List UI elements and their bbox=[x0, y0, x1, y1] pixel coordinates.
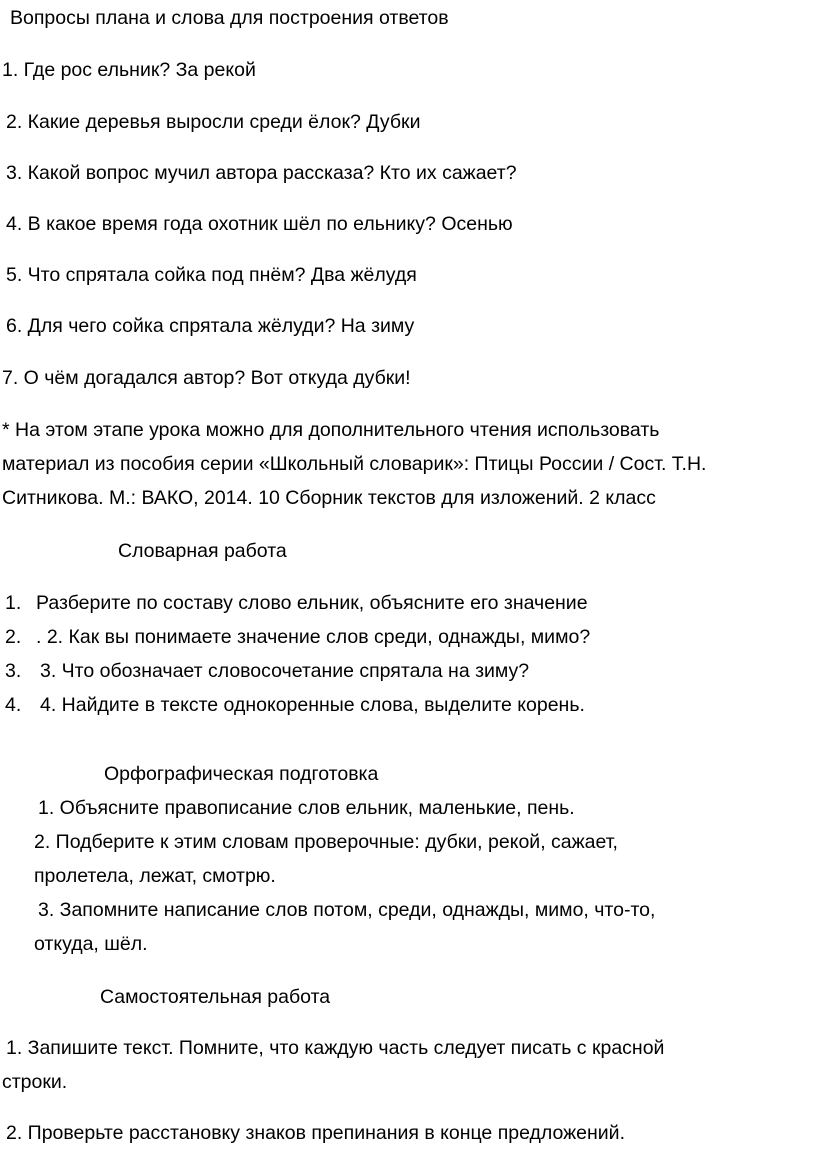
question-4: 4. В какое время года охотник шёл по ельнику? Осенью bbox=[6, 213, 513, 235]
question-3: 3. Какой вопрос мучил автора рассказа? Кто их сажает? bbox=[6, 162, 517, 184]
vocab-item-3: 3. Что обозначает словосочетание спрятала на зиму? bbox=[40, 660, 530, 682]
vocab-item-2: . 2. Как вы понимаете значение слов среди, однажды, мимо? bbox=[36, 626, 591, 648]
independent-line-3: 2. Проверьте расстановку знаков препинания в конце предложений. bbox=[6, 1122, 625, 1144]
vocab-item-number: 1. bbox=[5, 592, 22, 614]
spelling-line-2: 2. Подберите к этим словам проверочные: дубки, рекой, сажает, bbox=[34, 831, 618, 853]
spelling-line-3: пролетела, лежат, смотрю. bbox=[34, 865, 276, 887]
question-6: 6. Для чего сойка спрятала жёлуди? На зиму bbox=[6, 315, 415, 337]
vocab-item-4: 4. Найдите в тексте однокоренные слова, выделите корень. bbox=[40, 694, 585, 716]
independent-line-1: 1. Запишите текст. Помните, что каждую часть следует писать с красной bbox=[6, 1037, 665, 1059]
vocab-heading: Словарная работа bbox=[118, 540, 287, 562]
independent-heading: Самостоятельная работа bbox=[100, 986, 331, 1008]
document-title: Вопросы плана и слова для построения ответов bbox=[10, 7, 449, 29]
independent-line-2: строки. bbox=[2, 1071, 68, 1093]
spelling-line-1: 1. Объясните правописание слов ельник, маленькие, пень. bbox=[38, 797, 575, 819]
question-7: 7. О чём догадался автор? Вот откуда дубки! bbox=[2, 367, 411, 389]
question-1: 1. Где рос ельник? За рекой bbox=[2, 59, 256, 81]
spelling-line-5: откуда, шёл. bbox=[34, 933, 148, 955]
note-line-3: Ситникова. М.: ВАКО, 2014. 10 Сборник текстов для изложений. 2 класс bbox=[2, 487, 656, 509]
question-5: 5. Что спрятала сойка под пнём? Два жёлудя bbox=[6, 264, 417, 286]
vocab-item-1: Разберите по составу слово ельник, объясните его значение bbox=[36, 592, 588, 614]
vocab-item-number: 3. bbox=[5, 660, 22, 682]
spelling-line-4: 3. Запомните написание слов потом, среди, однажды, мимо, что-то, bbox=[38, 899, 656, 921]
note-line-2: материал из пособия серии «Школьный словарик»: Птицы России / Сост. Т.Н. bbox=[2, 453, 707, 475]
question-2: 2. Какие деревья выросли среди ёлок? Дубки bbox=[6, 111, 421, 133]
vocab-item-number: 2. bbox=[5, 626, 22, 648]
note-line-1: * На этом этапе урока можно для дополнительного чтения использовать bbox=[2, 419, 660, 441]
spelling-heading: Орфографическая подготовка bbox=[104, 763, 379, 785]
vocab-item-number: 4. bbox=[5, 694, 22, 716]
